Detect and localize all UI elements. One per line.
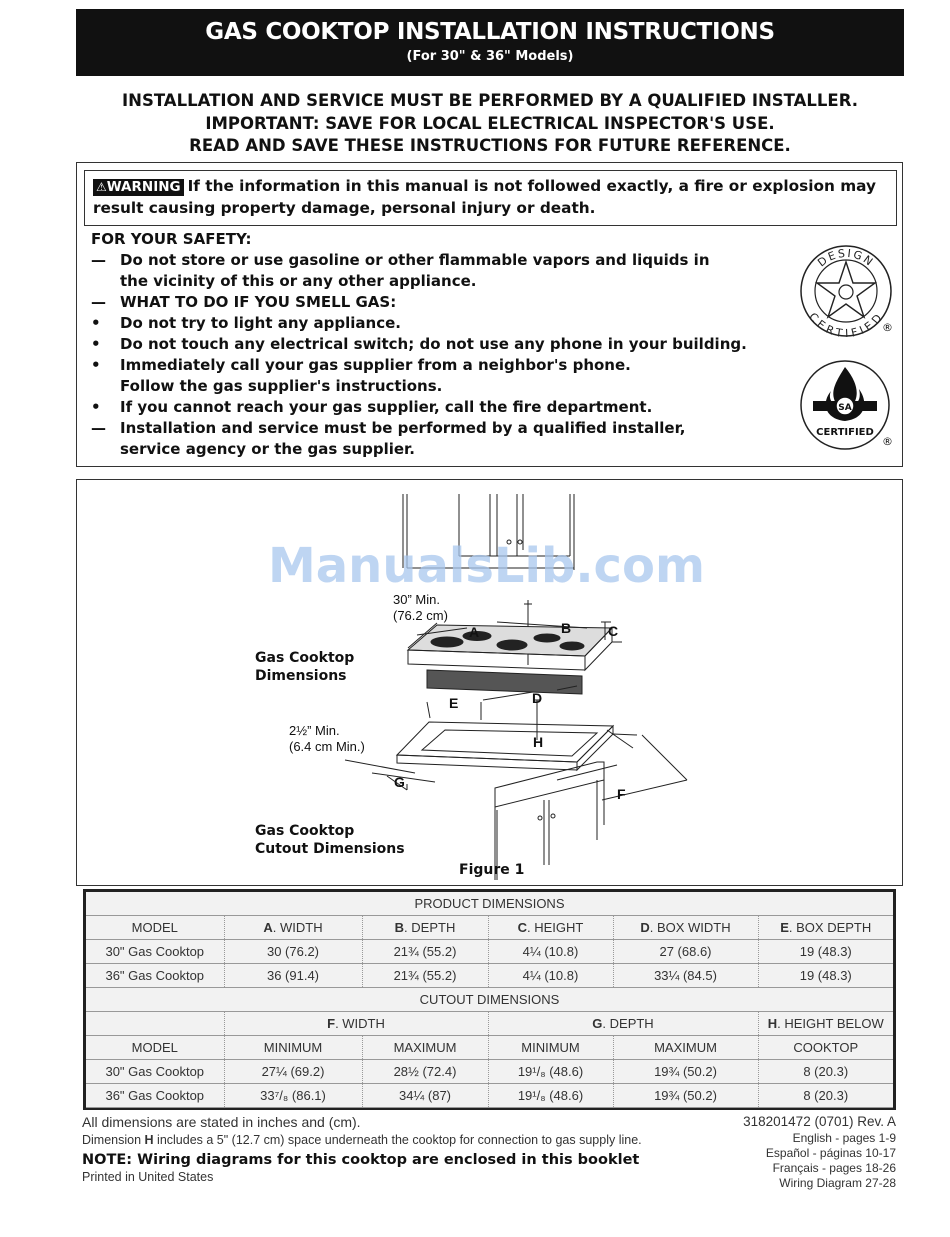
- column-header: MAXIMUM: [613, 1036, 758, 1060]
- column-header: [488, 916, 613, 940]
- column-group-header: [758, 1012, 893, 1036]
- watermark: ManualsLib.com: [268, 538, 705, 594]
- table-cell: 36 (91.4): [224, 964, 362, 988]
- registered-mark: ®: [882, 435, 893, 448]
- column-label: . HEIGHT BELOW: [777, 1016, 884, 1031]
- list-item: [91, 334, 771, 355]
- column-letter: A: [263, 920, 273, 935]
- table-cell: 33¼ (84.5): [613, 964, 758, 988]
- flame-seal-text: CERTIFIED: [816, 427, 874, 438]
- list-item: [91, 313, 771, 334]
- install-notice-line: READ AND SAVE THESE INSTRUCTIONS FOR FUTURE REFERENCE.: [189, 136, 791, 155]
- list-item-line: Do not try to light any appliance.: [120, 314, 401, 332]
- list-item-line: the vicinity of this or any other appliance.: [120, 272, 477, 290]
- safety-list: [91, 229, 771, 460]
- column-label: . HEIGHT: [527, 920, 584, 935]
- column-label: . WIDTH: [272, 920, 323, 935]
- list-item-line: service agency or the gas supplier.: [120, 440, 415, 458]
- table-cell: 30" Gas Cooktop: [86, 940, 224, 964]
- cutout-dimensions-table: [86, 988, 893, 1108]
- column-header: [758, 916, 893, 940]
- dimension-letter-a: A: [469, 624, 480, 640]
- list-item-line: Installation and service must be performed by a qualified installer,: [120, 419, 686, 437]
- table-header-row: [86, 916, 893, 940]
- list-marker: —: [91, 293, 106, 311]
- clearance-top-line: (76.2 cm): [393, 608, 448, 623]
- list-item-line: If you cannot reach your gas supplier, call the fire department.: [120, 398, 653, 416]
- column-header: [86, 1012, 224, 1036]
- list-item-line: Follow the gas supplier's instructions.: [120, 377, 443, 395]
- table-cell: 4¼ (10.8): [488, 940, 613, 964]
- language-pages: Español - páginas 10-17: [765, 1146, 896, 1160]
- table-cell: 33⁷/₈ (86.1): [224, 1084, 362, 1108]
- column-header: [224, 916, 362, 940]
- column-label: . BOX WIDTH: [649, 920, 731, 935]
- clearance-side-label: [289, 723, 365, 755]
- install-notice-line: INSTALLATION AND SERVICE MUST BE PERFORMED BY A QUALIFIED INSTALLER.: [122, 91, 858, 110]
- table-cell: 28½ (72.4): [362, 1060, 488, 1084]
- table-cell: 19¹/₈ (48.6): [488, 1060, 613, 1084]
- install-notice-line: IMPORTANT: SAVE FOR LOCAL ELECTRICAL INSPECTOR'S USE.: [205, 113, 775, 133]
- language-pages: English - pages 1-9: [792, 1131, 896, 1145]
- language-pages: Wiring Diagram 27-28: [779, 1176, 896, 1190]
- table-title: PRODUCT DIMENSIONS: [86, 892, 893, 916]
- column-group-header: [488, 1012, 758, 1036]
- table-group-header-row: [86, 1012, 893, 1036]
- column-header: [362, 916, 488, 940]
- table-cell: 21¾ (55.2): [362, 940, 488, 964]
- svg-text:SA: SA: [838, 403, 852, 413]
- dimension-letter-h: H: [533, 734, 544, 750]
- cutout-label-line: Cutout Dimensions: [255, 841, 405, 857]
- table-cell: 36" Gas Cooktop: [86, 1084, 224, 1108]
- list-item: [91, 250, 771, 292]
- column-letter: E: [780, 920, 789, 935]
- column-header: [613, 916, 758, 940]
- list-item: [91, 355, 771, 397]
- table-cell: 19¾ (50.2): [613, 1084, 758, 1108]
- cutout-label: [255, 822, 405, 858]
- cutout-label-line: Gas Cooktop: [255, 823, 355, 839]
- table-header-row: [86, 1036, 893, 1060]
- safety-heading: FOR YOUR SAFETY:: [91, 230, 252, 248]
- design-certified-seal-icon: [796, 241, 896, 341]
- warning-tag: [93, 179, 184, 196]
- clearance-side-line: 2½” Min.: [289, 723, 340, 738]
- list-item: [91, 397, 771, 418]
- column-label: . DEPTH: [404, 920, 456, 935]
- seal-top-text: DESIGN: [815, 246, 877, 270]
- footer-wiring-note: NOTE: Wiring diagrams for this cooktop are enclosed in this booklet: [82, 1152, 640, 1168]
- flame-certified-seal-icon: [799, 359, 891, 451]
- list-item: [91, 418, 771, 460]
- table-cell: 30" Gas Cooktop: [86, 1060, 224, 1084]
- footer-note-text: includes a 5" (12.7 cm) space underneath the cooktop for connection to gas supply line.: [153, 1133, 642, 1147]
- table-row: [86, 1060, 893, 1084]
- dimension-letter-g: G: [394, 774, 405, 790]
- clearance-top-label: [393, 592, 448, 624]
- footer-dimension-note: [82, 1131, 722, 1149]
- list-marker: —: [91, 419, 106, 437]
- footer-units-note: All dimensions are stated in inches and (cm).: [82, 1114, 361, 1130]
- list-item-line: Do not touch any electrical switch; do not use any phone in your building.: [120, 335, 747, 353]
- table-cell: 36" Gas Cooktop: [86, 964, 224, 988]
- product-dimensions-table: [86, 892, 893, 988]
- warning-tag-label: WARNING: [106, 179, 181, 195]
- list-marker: •: [91, 398, 101, 416]
- column-letter: B: [394, 920, 405, 935]
- column-header: MODEL: [86, 1036, 224, 1060]
- footer-note-text: Dimension: [82, 1133, 145, 1147]
- footer-right: [743, 1113, 896, 1191]
- footer-notes: [82, 1113, 722, 1184]
- table-row: [86, 940, 893, 964]
- table-cell: 19 (48.3): [758, 940, 893, 964]
- list-marker: •: [91, 335, 101, 353]
- column-letter: H: [767, 1016, 778, 1031]
- column-letter: D: [640, 920, 650, 935]
- registered-mark: ®: [882, 321, 893, 334]
- column-letter: F: [327, 1016, 336, 1031]
- warning-box: [84, 170, 897, 226]
- warning-triangle-icon: ⚠: [96, 180, 107, 194]
- part-number: 318201472 (0701) Rev. A: [743, 1114, 896, 1129]
- list-item-text: [120, 418, 685, 460]
- footer-printed-note: Printed in United States: [82, 1170, 214, 1184]
- list-item-line: Do not store or use gasoline or other flammable vapors and liquids in: [120, 251, 710, 269]
- table-cell: 27¼ (69.2): [224, 1060, 362, 1084]
- dimension-letter-c: C: [608, 623, 619, 639]
- language-pages: Français - pages 18-26: [772, 1161, 896, 1175]
- figure-caption: Figure 1: [459, 862, 525, 878]
- list-marker: •: [91, 356, 101, 374]
- table-row: [86, 1084, 893, 1108]
- footer-note-letter: H: [144, 1133, 154, 1147]
- table-cell: 4¼ (10.8): [488, 964, 613, 988]
- column-label: . DEPTH: [602, 1016, 654, 1031]
- list-item-text: [120, 355, 631, 397]
- table-cell: 30 (76.2): [224, 940, 362, 964]
- dimensions-label: [255, 649, 354, 685]
- table-cell: 19 (48.3): [758, 964, 893, 988]
- list-item: [91, 292, 771, 313]
- seal-bottom-text: CERTIFIED: [806, 310, 886, 341]
- dimension-letter-f: F: [617, 786, 626, 802]
- table-cell: 34¼ (87): [362, 1084, 488, 1108]
- column-label: . BOX DEPTH: [788, 920, 872, 935]
- table-row: [86, 964, 893, 988]
- column-header: COOKTOP: [758, 1036, 893, 1060]
- dimension-letter-d: D: [532, 690, 543, 706]
- column-letter: C: [517, 920, 528, 935]
- svg-text:CERTIFIED: [806, 310, 886, 340]
- list-item-line: WHAT TO DO IF YOU SMELL GAS:: [120, 293, 397, 311]
- column-letter: G: [592, 1016, 603, 1031]
- svg-text:DESIGN: [815, 247, 876, 270]
- table-cell: 8 (20.3): [758, 1060, 893, 1084]
- table-cell: 19¾ (50.2): [613, 1060, 758, 1084]
- safety-section: [76, 162, 903, 467]
- table-cell: 19¹/₈ (48.6): [488, 1084, 613, 1108]
- table-cell: 8 (20.3): [758, 1084, 893, 1108]
- table-title: CUTOUT DIMENSIONS: [86, 988, 893, 1012]
- dimensions-label-line: Gas Cooktop: [255, 650, 355, 666]
- dimension-letter-b: B: [561, 620, 572, 636]
- column-header: MINIMUM: [224, 1036, 362, 1060]
- table-cell: 21¾ (55.2): [362, 964, 488, 988]
- dimension-letter-e: E: [449, 695, 459, 711]
- column-group-header: [224, 1012, 488, 1036]
- table-cell: 27 (68.6): [613, 940, 758, 964]
- column-header: MINIMUM: [488, 1036, 613, 1060]
- warning-text: If the information in this manual is not followed exactly, a fire or explosion may result causing property damage, personal injury or death.: [93, 177, 876, 217]
- dimension-tables: [83, 889, 896, 1110]
- dimensions-label-line: Dimensions: [255, 668, 347, 684]
- column-header: MODEL: [86, 916, 224, 940]
- list-marker: —: [91, 251, 106, 269]
- page-subtitle: (For 30" & 36" Models): [406, 49, 574, 64]
- page-title: GAS COOKTOP INSTALLATION INSTRUCTIONS: [205, 19, 775, 45]
- column-label: . WIDTH: [335, 1016, 385, 1031]
- title-banner: [76, 9, 904, 76]
- column-header: MAXIMUM: [362, 1036, 488, 1060]
- list-item-line: Immediately call your gas supplier from a neighbor's phone.: [120, 356, 631, 374]
- clearance-top-line: 30” Min.: [393, 592, 440, 607]
- list-marker: •: [91, 314, 101, 332]
- clearance-side-line: (6.4 cm Min.): [289, 739, 365, 754]
- list-item-text: [120, 250, 710, 292]
- install-notice: [76, 90, 904, 158]
